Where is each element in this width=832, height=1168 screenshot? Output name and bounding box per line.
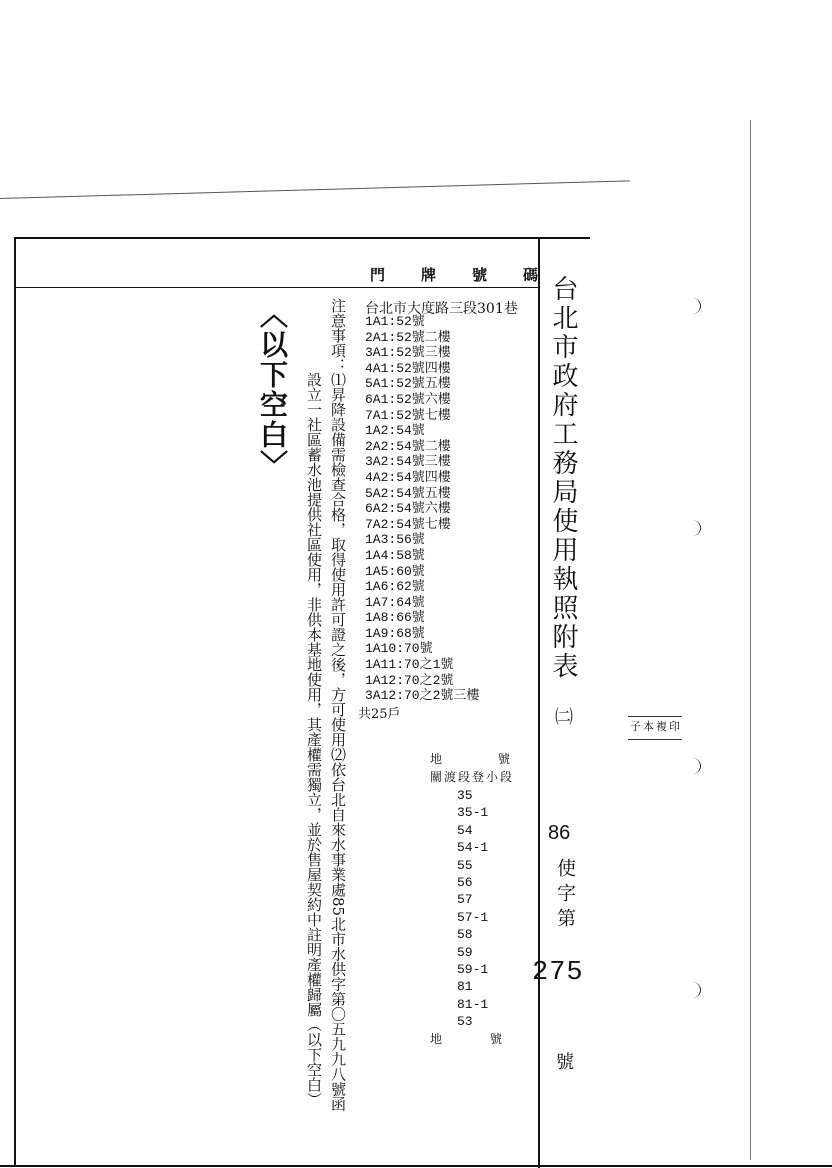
unit-entry: 1A12:70之2號: [365, 672, 454, 688]
lot-entry: 54-1: [457, 840, 489, 856]
unit-entry: 1A2:54號: [365, 423, 425, 439]
notes-line-1: ⑴昇降設備需檢查合格，取得使用許可證之後，方可使用⑵依台北自來水事業處85北市水供字第〇五九九八號函: [329, 372, 347, 1112]
permit-number: 275: [532, 958, 584, 988]
document-title: 台北市政府工務局使用執照附表: [548, 275, 578, 681]
lot-entry: 57: [457, 892, 473, 908]
unit-entry: 1A7:64號: [365, 594, 425, 610]
unit-entry: 1A9:68號: [365, 625, 425, 641]
lot-entry: 35: [457, 788, 473, 803]
lot-subheader: 關渡段登小段: [430, 770, 515, 784]
binder-hole-icon: [684, 520, 701, 536]
lot-footer: 地號: [430, 1032, 551, 1046]
unit-total: 共25戶: [358, 707, 401, 722]
lot-header: 地號: [430, 752, 567, 766]
notes-line-2: 設立一社區蓄水池提供社區使用，非供本基地使用，其產權需獨立，並於售屋契約中註明產權歸屬（以下空白）: [305, 372, 323, 1107]
unit-entry: 1A6:62號: [365, 579, 425, 595]
lot-list: [457, 787, 488, 1030]
binder-hole-icon: [684, 758, 701, 774]
permit-year: 86: [548, 822, 571, 844]
scan-edge-line: [0, 180, 630, 199]
unit-entry: 1A3:56號: [365, 532, 425, 548]
blank-below-mark: 〈以下空白〉: [256, 300, 289, 480]
unit-entry: 1A8:66號: [365, 610, 425, 626]
form-frame: [14, 237, 590, 1167]
unit-list: [365, 314, 479, 704]
copy-stamp-text: 子本複印: [630, 720, 682, 733]
unit-entry: 4A1:52號四樓: [365, 360, 451, 376]
lot-entry: 54: [457, 822, 473, 838]
unit-entry: 5A2:54號五樓: [365, 485, 451, 501]
unit-entry: 6A1:52號六樓: [365, 391, 451, 407]
permit-suffix: 號: [556, 1052, 574, 1073]
street-address: 台北市大度路三段301巷: [365, 301, 518, 317]
lot-entry: 81: [457, 979, 473, 995]
unit-entry: 1A1:52號: [365, 314, 425, 329]
title-column-divider: [538, 237, 540, 1168]
scan-page-edge: [750, 120, 751, 1160]
binder-hole-icon: [684, 298, 701, 314]
lot-entry: 58: [457, 927, 473, 943]
notes-heading: 注意事項：: [329, 298, 347, 373]
unit-entry: 2A2:54號二樓: [365, 438, 451, 454]
binder-hole-icon: [684, 982, 701, 998]
lot-entry: 53: [457, 1014, 473, 1030]
unit-entry: 6A2:54號六樓: [365, 501, 451, 517]
header-rule: [14, 287, 540, 288]
unit-entry: 3A12:70之2號三樓: [365, 688, 480, 704]
lot-entry: 81-1: [457, 996, 489, 1012]
unit-entry: 3A2:54號三樓: [365, 454, 451, 470]
title-suffix: ㈡: [555, 707, 573, 728]
lot-entry: 56: [457, 874, 473, 890]
bottom-rule: [0, 1165, 832, 1167]
unit-entry: 1A4:58號: [365, 547, 425, 563]
unit-entry: 7A2:54號七樓: [365, 516, 451, 532]
unit-entry: 1A5:60號: [365, 563, 425, 579]
permit-prefix: 使字第: [554, 858, 576, 933]
lot-entry: 57-1: [457, 909, 489, 925]
lot-entry: 35-1: [457, 805, 489, 821]
lot-entry: 55: [457, 857, 473, 873]
lot-entry: 59: [457, 944, 473, 960]
unit-entry: 1A11:70之1號: [365, 657, 454, 673]
unit-entry: 3A1:52號三樓: [365, 345, 451, 361]
lot-entry: 59-1: [457, 961, 489, 977]
unit-entry: 7A1:52號七樓: [365, 407, 451, 423]
unit-entry: 4A2:54號四樓: [365, 469, 451, 485]
unit-entry: 5A1:52號五樓: [365, 376, 451, 392]
unit-entry: 1A10:70號: [365, 641, 433, 657]
address-header: 門牌號碼: [370, 266, 575, 284]
unit-entry: 2A1:52號二樓: [365, 329, 451, 345]
